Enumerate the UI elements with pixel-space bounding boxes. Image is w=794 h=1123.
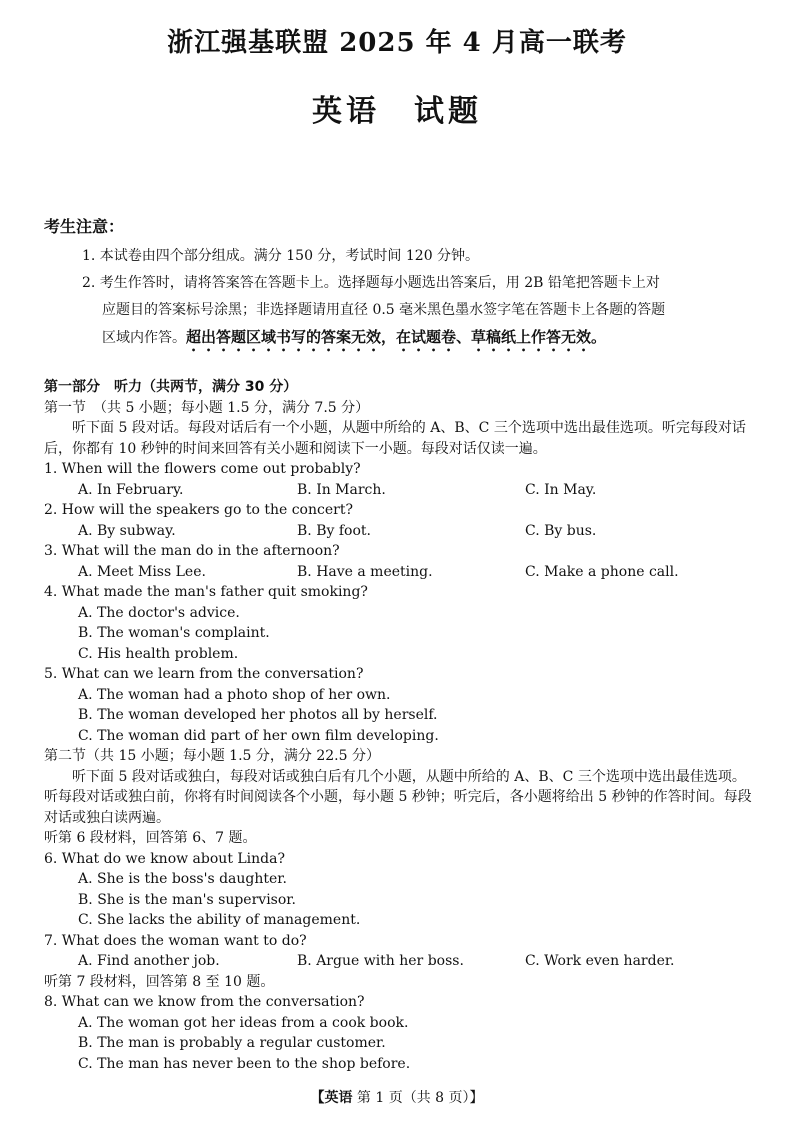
section1-heading: 第一节 （共 5 小题；每小题 1.5 分，满分 7.5 分） (44, 399, 370, 416)
option-a: A. In February. (78, 481, 184, 498)
option-a: A. The doctor's advice. (78, 604, 240, 621)
option-a: A. By subway. (78, 522, 176, 539)
question-4-stem: 4. What made the man's father quit smoking? (44, 584, 368, 600)
option-c: C. His health problem. (78, 645, 239, 662)
notice-item-1: 1. 本试卷由四个部分组成。满分 150 分，考试时间 120 分钟。 (82, 248, 480, 264)
part1-heading: 第一部分 听力（共两节，满分 30 分） (44, 379, 298, 395)
option-b: B. By foot. (297, 522, 371, 539)
option-c: C. In May. (525, 481, 597, 498)
option-c: C. By bus. (525, 522, 597, 539)
option-c: C. The woman did part of her own film developing. (78, 727, 439, 744)
notice-item-2-line-b: 应题目的答案标号涂黑；非选择题请用直径 0.5 毫米黑色墨水签字笔在答题卡上各题的答题 (102, 302, 666, 318)
option-b: B. The woman developed her photos all by herself. (78, 707, 438, 723)
question-6-stem: 6. What do we know about Linda? (44, 850, 285, 867)
notice-item-2 (82, 270, 758, 355)
question-5-stem: 5. What can we learn from the conversation? (44, 666, 364, 682)
question-3-options (44, 562, 756, 583)
listening-part (44, 377, 756, 1074)
question-2-stem: 2. How will the speakers go to the concert? (44, 502, 353, 518)
subject-title: 英语 试题 (312, 94, 482, 129)
section2-heading: 第二节（共 15 小题；每小题 1.5 分，满分 22.5 分） (44, 748, 380, 764)
option-a: A. The woman got her ideas from a cook book. (78, 1014, 409, 1031)
option-a: A. The woman had a photo shop of her own. (78, 686, 391, 703)
option-b: B. Have a meeting. (297, 563, 433, 580)
option-b: B. The woman's complaint. (78, 625, 270, 641)
notice-item-2-line-c (82, 324, 758, 355)
question-7-stem: 7. What does the woman want to do? (44, 932, 307, 949)
footer-subject: 【英语 (310, 1090, 353, 1106)
option-c: C. The man has never been to the shop before. (78, 1055, 411, 1072)
question-2-options (44, 521, 756, 542)
notice-item-2-line-a: 2. 考生作答时，请将答案答在答题卡上。选择题每小题选出答案后，用 2B 铅笔把答题卡上对 (82, 275, 660, 291)
question-1-options (44, 480, 756, 501)
question-7-options (44, 951, 756, 972)
section2-instructions: 听下面 5 段对话或独白，每段对话或独白后有几个小题，从题中所给的 A、B、C 三个选项中选出最佳选项。听每段对话或独白前，你将有时间阅读各个小题，每小题 5 秒钟；听完后，各小题将给出 5 秒钟的作答时间。每段对话或独白读两遍。 (44, 768, 752, 826)
question-1-stem: 1. When will the flowers come out probably? (44, 461, 361, 477)
notice-item-2-emphasis: 超出答题区域书写的答案无效，在试题卷、草稿纸上作答无效。 (186, 328, 607, 346)
option-c: C. She lacks the ability of management. (78, 912, 361, 928)
option-b: B. In March. (297, 481, 386, 498)
option-a: A. She is the boss's daughter. (78, 871, 287, 887)
page-footer (0, 1087, 794, 1107)
notice-heading: 考生注意： (44, 217, 125, 236)
option-c: C. Work even harder. (525, 953, 675, 969)
section1-instructions: 听下面 5 段对话。每段对话后有一个小题，从题中所给的 A、B、C 三个选项中选出最佳选项。听完每段对话后，你都有 10 秒钟的时间来回答有关小题和阅读下一小题。每段对话仅读一遍。 (44, 420, 746, 457)
option-b: B. Argue with her boss. (297, 953, 464, 969)
question-3-stem: 3. What will the man do in the afternoon? (44, 543, 340, 559)
option-a: A. Meet Miss Lee. (78, 563, 206, 580)
footer-page-number: 第 1 页（共 8 页）】 (356, 1090, 484, 1106)
notice-item-2-plain: 区域内作答。 (102, 330, 186, 346)
material-7-note: 听第 7 段材料，回答第 8 至 10 题。 (44, 973, 275, 990)
exam-title: 浙江强基联盟 2025 年 4 月高一联考 (167, 28, 627, 58)
option-a: A. Find another job. (78, 953, 220, 969)
material-6-note: 听第 6 段材料，回答第 6、7 题。 (44, 830, 257, 846)
option-c: C. Make a phone call. (525, 563, 679, 580)
question-8-stem: 8. What can we know from the conversation? (44, 994, 365, 1010)
option-b: B. She is the man's supervisor. (78, 891, 296, 908)
option-b: B. The man is probably a regular customer. (78, 1035, 386, 1051)
